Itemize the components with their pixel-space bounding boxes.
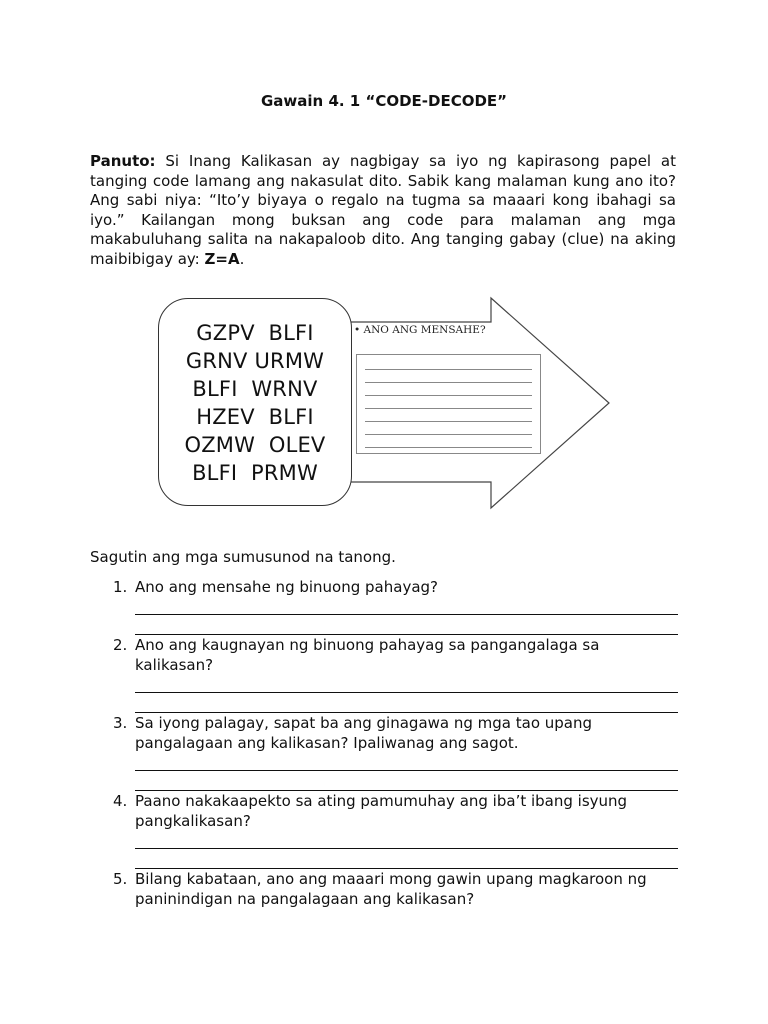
- code-line: BLFI WRNV: [192, 377, 318, 401]
- question-number: 1.: [113, 578, 128, 596]
- question-text: Sa iyong palagay, sapat ba ang ginagawa ng mga tao upang pangalagaan ang kalikasan? Ipaliwanag ang sagot.: [135, 714, 593, 752]
- arrow-label: • ANO ANG MENSAHE?: [354, 324, 486, 336]
- code-line: GZPV BLFI: [196, 321, 314, 345]
- instructions-paragraph: [90, 152, 676, 270]
- answer-blank[interactable]: [135, 712, 678, 713]
- question-text: Ano ang mensahe ng binuong pahayag?: [135, 578, 438, 596]
- answer-blank[interactable]: [135, 770, 678, 771]
- instructions-end: .: [239, 249, 245, 268]
- answer-blank[interactable]: [135, 634, 678, 635]
- clue-text: Z=A: [204, 249, 240, 268]
- answer-line: [365, 421, 532, 422]
- questions-lead: Sagutin ang mga sumusunod na tanong.: [90, 548, 396, 566]
- answer-line: [365, 434, 532, 435]
- answer-line: [365, 408, 532, 409]
- answer-line: [365, 447, 532, 448]
- code-line: BLFI PRMW: [192, 461, 318, 485]
- answer-line: [365, 395, 532, 396]
- answer-blank[interactable]: [135, 848, 678, 849]
- question-text: Paano nakakaapekto sa ating pamumuhay ang iba’t ibang isyung pangkalikasan?: [135, 792, 628, 830]
- answer-line: [365, 382, 532, 383]
- code-decode-figure: [156, 296, 616, 512]
- question-text: Ano ang kaugnayan ng binuong pahayag sa pangangalaga sa kalikasan?: [135, 636, 600, 674]
- question-number: 5.: [113, 870, 128, 888]
- question-number: 2.: [113, 636, 128, 654]
- message-answer-box[interactable]: [356, 354, 541, 454]
- code-box: [158, 298, 352, 506]
- activity-title: Gawain 4. 1 “CODE-DECODE”: [260, 92, 508, 110]
- answer-blank[interactable]: [135, 692, 678, 693]
- instructions-label: Panuto:: [90, 152, 156, 170]
- question-number: 4.: [113, 792, 128, 810]
- code-line: OZMW OLEV: [184, 433, 326, 457]
- answer-line: [365, 369, 532, 370]
- question-text: Bilang kabataan, ano ang maaari mong gawin upang magkaroon ng paninindigan na pangalagaan ang kalikasan?: [135, 870, 647, 908]
- code-line: HZEV BLFI: [196, 405, 314, 429]
- answer-blank[interactable]: [135, 790, 678, 791]
- code-line: GRNV URMW: [185, 349, 325, 373]
- question-number: 3.: [113, 714, 128, 732]
- instructions-text: Si Inang Kalikasan ay nagbigay sa iyo ng kapirasong papel at tanging code lamang ang nakasulat dito. Sabik kang malaman kung ano ito? Ang sabi niya: “Ito’y biyaya o regalo na tugma sa maaari kong ibahagi sa iyo.” Kailangan mong buksan ang code para malaman ang mga makabuluhang salita na nakapaloob dito. Ang tanging gabay (clue) na aking maibibigay ay:: [90, 152, 676, 268]
- answer-blank[interactable]: [135, 614, 678, 615]
- answer-blank[interactable]: [135, 868, 678, 869]
